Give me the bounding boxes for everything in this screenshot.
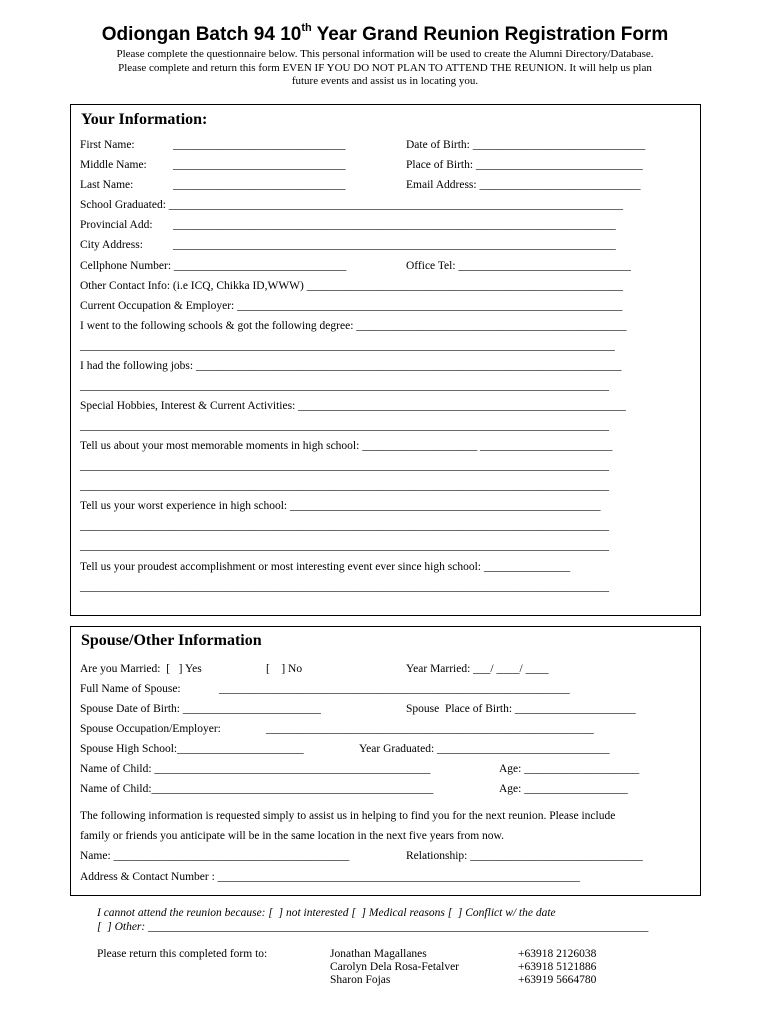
relationship-field[interactable]: Relationship: ______________________________	[406, 850, 643, 862]
worst-experience-field[interactable]: Tell us your worst experience in high school: ______________________________________________________	[80, 500, 601, 512]
other-contact-field[interactable]: Other Contact Info: (i.e ICQ, Chikka ID,WWW) _______________________________________________________	[80, 280, 623, 292]
married-yes-checkbox[interactable]: Are you Married: [ ] Yes	[80, 663, 202, 675]
intro-text	[40, 48, 730, 89]
hobbies-continuation[interactable]: ____________________________________________________________________________________________	[80, 420, 609, 432]
spouse-occupation-field[interactable]: _________________________________________________________	[266, 723, 594, 735]
jobs-field[interactable]: I had the following jobs: __________________________________________________________________________	[80, 360, 622, 372]
worst-experience-continuation-1[interactable]: ____________________________________________________________________________________________	[80, 520, 609, 532]
first-name-label: First Name:	[80, 139, 135, 151]
contact-phone-1: +63918 2126038	[518, 948, 597, 960]
spouse-occupation-label: Spouse Occupation/Employer:	[80, 723, 221, 735]
provincial-address-field[interactable]: _____________________________________________________________________________	[173, 219, 616, 231]
spouse-place-of-birth-field[interactable]: Spouse Place of Birth: _____________________	[406, 703, 636, 715]
schools-degree-continuation[interactable]: _____________________________________________________________________________________________	[80, 340, 615, 352]
contact-name-3: Sharon Fojas	[330, 974, 391, 986]
contact-name-field[interactable]: Name: _________________________________________	[80, 850, 350, 862]
worst-experience-continuation-2[interactable]: ____________________________________________________________________________________________	[80, 540, 609, 552]
child-age-field-1[interactable]: Age: ____________________	[499, 763, 640, 775]
child-name-field-1[interactable]: Name of Child: ________________________________________________	[80, 763, 431, 775]
jobs-continuation[interactable]: ____________________________________________________________________________________________	[80, 380, 609, 392]
spouse-information-section	[70, 626, 701, 896]
memorable-moments-continuation-1[interactable]: ____________________________________________________________________________________________	[80, 460, 609, 472]
middle-name-label: Middle Name:	[80, 159, 147, 171]
middle-name-field[interactable]: ______________________________	[173, 159, 346, 171]
spouse-information-heading: Spouse/Other Information	[81, 632, 262, 649]
schools-degree-field[interactable]: I went to the following schools & got the following degree: _______________________________________________	[80, 320, 627, 332]
spouse-high-school-field[interactable]: Spouse High School:______________________	[80, 743, 304, 755]
hobbies-field[interactable]: Special Hobbies, Interest & Current Activities: _________________________________________________________	[80, 400, 626, 412]
form-title: Odiongan Batch 94 10th Year Grand Reunion Registration Form	[101, 22, 669, 45]
school-graduated-field[interactable]: School Graduated: _______________________________________________________________________________	[80, 199, 624, 211]
city-address-field[interactable]: _____________________________________________________________________________	[173, 239, 616, 251]
contact-name-1: Jonathan Magallanes	[330, 948, 427, 960]
memorable-moments-field[interactable]: Tell us about your most memorable moments in high school: ____________________ _______________________	[80, 440, 613, 452]
child-age-field-2[interactable]: Age: __________________	[499, 783, 628, 795]
intro-line-3: future events and assist us in locating you.	[291, 75, 479, 87]
married-no-checkbox[interactable]: [ ] No	[266, 663, 303, 675]
spouse-year-graduated-field[interactable]: Year Graduated: ______________________________	[359, 743, 610, 755]
first-name-field[interactable]: ______________________________	[173, 139, 346, 151]
year-married-field[interactable]: Year Married: ___/ ____/ ____	[406, 663, 549, 675]
last-name-label: Last Name:	[80, 179, 134, 191]
cannot-attend-options[interactable]: I cannot attend the reunion because: [ ] not interested [ ] Medical reasons [ ] Conflict w/ the date	[97, 907, 556, 919]
city-address-label: City Address:	[80, 239, 143, 251]
proudest-accomplishment-continuation[interactable]: ____________________________________________________________________________________________	[80, 581, 609, 593]
contact-name-2: Carolyn Dela Rosa-Fetalver	[330, 961, 460, 973]
place-of-birth-field[interactable]: Place of Birth: _____________________________	[406, 159, 643, 171]
contact-phone-2: +63918 5121886	[518, 961, 597, 973]
reunion-info-text-2: family or friends you anticipate will be in the same location in the next five years from now.	[80, 830, 504, 842]
email-address-field[interactable]: Email Address: ____________________________	[406, 179, 641, 191]
child-name-field-2[interactable]: Name of Child:_________________________________________________	[80, 783, 434, 795]
cannot-attend-other-field[interactable]: [ ] Other: _______________________________________________________________________________________	[97, 921, 649, 933]
contact-phone-3: +63919 5664780	[518, 974, 597, 986]
memorable-moments-continuation-2[interactable]: ____________________________________________________________________________________________	[80, 480, 609, 492]
office-tel-field[interactable]: Office Tel: ______________________________	[406, 260, 631, 272]
reunion-info-text-1: The following information is requested simply to assist us in helping to find you for the next reunion. Please include	[80, 810, 616, 822]
cellphone-field[interactable]: Cellphone Number: ______________________________	[80, 260, 347, 272]
spouse-full-name-field[interactable]: _____________________________________________________________	[219, 683, 570, 695]
occupation-field[interactable]: Current Occupation & Employer: ___________________________________________________________________	[80, 300, 623, 312]
provincial-address-label: Provincial Add:	[80, 219, 153, 231]
return-instruction: Please return this completed form to:	[97, 948, 268, 960]
your-information-section	[70, 104, 701, 616]
spouse-date-of-birth-field[interactable]: Spouse Date of Birth: ________________________	[80, 703, 321, 715]
intro-line-1: Please complete the questionnaire below. This personal information will be used to create the Alumni Directory/Database.	[116, 48, 654, 60]
date-of-birth-field[interactable]: Date of Birth: ______________________________	[406, 139, 646, 151]
last-name-field[interactable]: ______________________________	[173, 179, 346, 191]
intro-line-2: Please complete and return this form EVEN IF YOU DO NOT PLAN TO ATTEND THE REUNION. It will help us plan	[118, 61, 652, 74]
address-contact-field[interactable]: Address & Contact Number : _______________________________________________________________	[80, 871, 580, 883]
your-information-heading: Your Information:	[81, 111, 208, 128]
spouse-full-name-label: Full Name of Spouse:	[80, 683, 181, 695]
proudest-accomplishment-field[interactable]: Tell us your proudest accomplishment or most interesting event ever since high school: _______________	[80, 561, 571, 573]
